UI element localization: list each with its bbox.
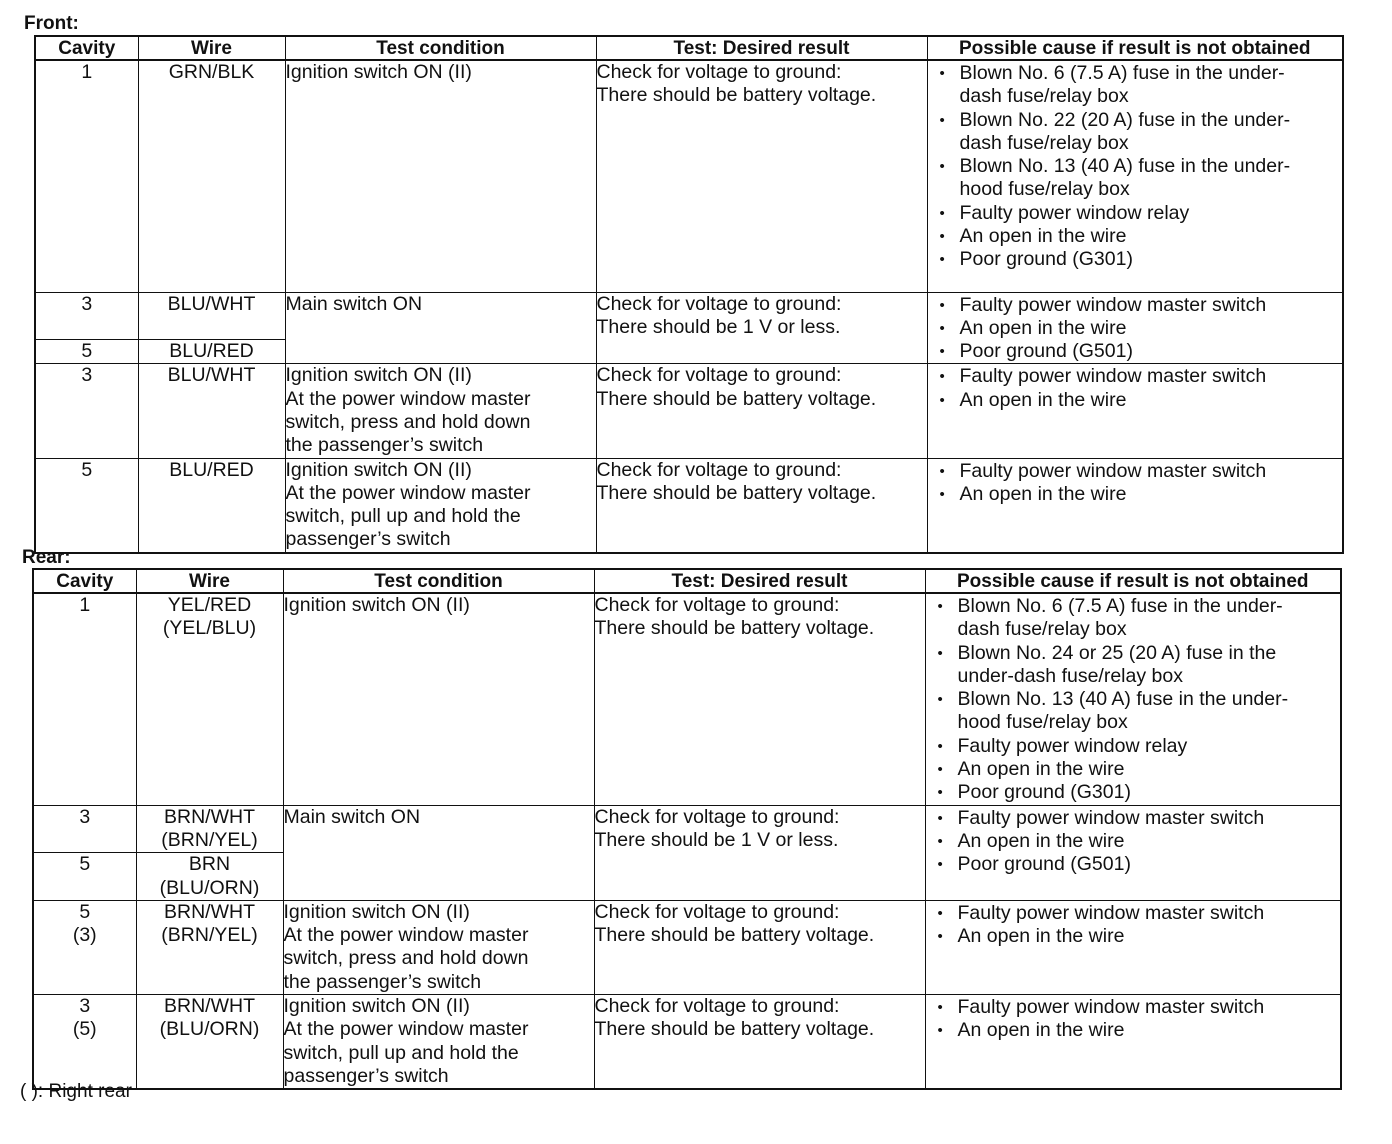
cause-text: • Faulty power window master switch <box>957 996 1265 1019</box>
cause-item <box>940 460 1343 483</box>
condition-line: Main switch ON <box>285 292 423 315</box>
desired-result-cell <box>596 60 927 292</box>
column-header: Test: Desired result <box>596 36 927 60</box>
right-rear-footnote: ( ): Right rear <box>20 1081 132 1102</box>
cavity-line: 5 <box>79 853 91 876</box>
cause-item <box>938 758 1341 781</box>
cause-list <box>928 293 1343 364</box>
wire-line: (BLU/ORN) <box>159 876 260 899</box>
result-line: There should be battery voltage. <box>596 84 877 107</box>
cause-text: • Blown No. 6 (7.5 A) fuse in the under- <box>957 595 1283 617</box>
result-line: Check for voltage to ground: <box>594 805 840 828</box>
cause-item <box>940 202 1343 225</box>
condition-line: the passenger’s switch <box>285 434 484 457</box>
wire-line: BRN/WHT <box>164 805 255 828</box>
condition-line: Ignition switch ON (II) <box>285 61 472 83</box>
wire-line: GRN/BLK <box>168 61 255 83</box>
column-header: Test condition <box>285 36 596 60</box>
cavity-cell <box>33 853 136 901</box>
wire-line: BRN/WHT <box>164 900 255 923</box>
possible-cause-cell <box>927 60 1343 292</box>
cause-text: • An open in the wire <box>957 829 1125 852</box>
cause-item <box>938 735 1341 758</box>
result-line: There should be battery voltage. <box>596 481 877 504</box>
result-line: There should be battery voltage. <box>594 924 875 947</box>
cavity-line: 3 <box>79 805 91 828</box>
possible-cause-cell <box>925 593 1341 805</box>
condition-line: At the power window master <box>283 1018 529 1041</box>
wire-line: BLU/RED <box>169 339 254 362</box>
cause-text: • Blown No. 13 (40 A) fuse in the under- <box>957 688 1289 711</box>
cause-text: • An open in the wire <box>957 925 1125 948</box>
wire-cell <box>136 593 283 805</box>
column-header: Test: Desired result <box>594 569 925 593</box>
cavity-cell <box>35 364 138 458</box>
cause-item <box>938 595 1341 642</box>
cavity-cell <box>35 339 138 364</box>
result-line: Check for voltage to ground: <box>594 594 840 616</box>
possible-cause-cell <box>927 458 1343 553</box>
cause-list <box>926 995 1341 1043</box>
test-condition-cell <box>283 805 594 900</box>
result-line: There should be 1 V or less. <box>596 315 841 338</box>
cavity-cell <box>33 805 136 853</box>
cavity-line: 3 <box>79 995 91 1018</box>
result-line: Check for voltage to ground: <box>594 900 840 923</box>
wire-line: BRN <box>188 853 231 876</box>
condition-line: switch, pull up and hold the <box>285 505 521 528</box>
column-header: Possible cause if result is not obtained <box>927 36 1343 60</box>
rear-section-title: Rear: <box>22 547 71 568</box>
cause-text: under-dash fuse/relay box <box>957 664 1183 687</box>
front-section-title: Front: <box>24 13 79 34</box>
cause-item <box>938 925 1341 948</box>
condition-line: switch, pull up and hold the <box>283 1041 519 1064</box>
cause-text: dash fuse/relay box <box>957 618 1127 641</box>
test-condition-cell <box>285 364 596 458</box>
cause-text: • Poor ground (G301) <box>957 781 1131 804</box>
column-header: Cavity <box>35 36 138 60</box>
column-header: Cavity <box>33 569 136 593</box>
test-condition-cell <box>285 60 596 292</box>
test-condition-cell <box>285 292 596 364</box>
possible-cause-cell <box>927 364 1343 458</box>
condition-line: passenger’s switch <box>283 1064 449 1087</box>
wire-cell <box>138 339 285 364</box>
cause-list <box>928 61 1343 272</box>
condition-line: Ignition switch ON (II) <box>283 900 470 923</box>
cause-text: • Blown No. 22 (20 A) fuse in the under- <box>959 108 1291 131</box>
result-line: There should be battery voltage. <box>594 617 875 640</box>
condition-line: the passenger’s switch <box>283 970 482 993</box>
wire-line: BLU/WHT <box>167 292 256 315</box>
cause-item <box>938 642 1341 689</box>
cause-text: hood fuse/relay box <box>959 178 1130 201</box>
cause-item <box>940 109 1343 156</box>
cavity-line: 1 <box>81 61 93 83</box>
desired-result-cell <box>596 458 927 553</box>
cause-item <box>938 902 1341 925</box>
cause-item <box>940 225 1343 248</box>
wire-line: BRN/WHT <box>164 995 255 1018</box>
wire-line: (BRN/YEL) <box>161 828 258 851</box>
wire-cell <box>136 805 283 853</box>
cause-text: dash fuse/relay box <box>959 131 1129 154</box>
cavity-line: 5 <box>79 900 91 923</box>
result-line: There should be battery voltage. <box>594 1018 875 1041</box>
cavity-line: 3 <box>81 364 93 387</box>
result-line: Check for voltage to ground: <box>594 995 840 1018</box>
condition-line: At the power window master <box>285 387 531 410</box>
cavity-line: 1 <box>79 594 91 616</box>
desired-result-cell <box>596 292 927 364</box>
condition-line: Main switch ON <box>283 805 421 828</box>
cause-item <box>940 365 1343 388</box>
cavity-line: 5 <box>81 458 93 481</box>
cavity-cell <box>33 995 136 1090</box>
column-header: Test condition <box>283 569 594 593</box>
result-line: There should be 1 V or less. <box>594 828 839 851</box>
condition-line: Ignition switch ON (II) <box>283 594 470 616</box>
cause-text: • Faulty power window master switch <box>957 806 1265 829</box>
cause-list <box>928 459 1343 507</box>
cause-item <box>940 155 1343 202</box>
cause-list <box>926 901 1341 949</box>
cause-text: • Faulty power window relay <box>957 734 1188 757</box>
wire-line: BLU/RED <box>169 458 254 481</box>
wire-line: YEL/RED <box>167 594 252 616</box>
possible-cause-cell <box>925 805 1341 900</box>
cause-list <box>926 806 1341 877</box>
cavity-line: (3) <box>72 924 97 947</box>
cavity-cell <box>35 458 138 553</box>
test-condition-cell <box>283 995 594 1090</box>
wire-line: (YEL/BLU) <box>162 617 257 640</box>
cause-text: • Faulty power window master switch <box>959 365 1267 388</box>
desired-result-cell <box>594 900 925 994</box>
table-row <box>35 60 1343 292</box>
table-row <box>33 593 1341 805</box>
cavity-cell <box>33 593 136 805</box>
cause-item <box>940 62 1343 109</box>
table-row <box>33 805 1341 853</box>
table-row <box>33 995 1341 1090</box>
wire-cell <box>136 853 283 901</box>
cavity-line: 3 <box>81 292 93 315</box>
result-line: Check for voltage to ground: <box>596 458 842 481</box>
column-header: Wire <box>138 36 285 60</box>
cause-text: • Blown No. 13 (40 A) fuse in the under- <box>959 155 1291 178</box>
cause-text: • Poor ground (G501) <box>957 853 1131 876</box>
result-line: Check for voltage to ground: <box>596 292 842 315</box>
wire-line: (BRN/YEL) <box>161 924 258 947</box>
desired-result-cell <box>596 364 927 458</box>
cause-list <box>926 594 1341 805</box>
cause-text: • An open in the wire <box>959 316 1127 339</box>
cavity-line: 5 <box>81 339 93 362</box>
cause-item <box>938 830 1341 853</box>
possible-cause-cell <box>925 900 1341 994</box>
result-line: There should be battery voltage. <box>596 387 877 410</box>
wire-cell <box>138 292 285 339</box>
possible-cause-cell <box>927 292 1343 364</box>
condition-line: Ignition switch ON (II) <box>283 995 470 1018</box>
cause-text: • Faulty power window relay <box>959 201 1190 224</box>
condition-line: At the power window master <box>283 924 529 947</box>
test-condition-cell <box>283 593 594 805</box>
cause-text: • An open in the wire <box>959 482 1127 505</box>
cause-text: • Faulty power window master switch <box>959 293 1267 316</box>
table-row <box>35 458 1343 553</box>
front-header-row <box>35 36 1343 60</box>
cause-text: • An open in the wire <box>959 388 1127 411</box>
cause-item <box>938 996 1341 1019</box>
wire-cell <box>136 995 283 1090</box>
column-header: Wire <box>136 569 283 593</box>
table-row <box>33 900 1341 994</box>
wire-cell <box>138 458 285 553</box>
cause-text: • Blown No. 6 (7.5 A) fuse in the under- <box>959 62 1285 84</box>
cavity-cell <box>35 60 138 292</box>
cause-item <box>940 389 1343 412</box>
cause-text: • An open in the wire <box>957 758 1125 781</box>
cause-item <box>940 248 1343 271</box>
table-row <box>35 292 1343 339</box>
table-row <box>35 364 1343 458</box>
wire-line: BLU/WHT <box>167 364 256 387</box>
condition-line: switch, press and hold down <box>285 410 531 433</box>
cause-item <box>940 294 1343 317</box>
cavity-cell <box>35 292 138 339</box>
condition-line: passenger’s switch <box>285 528 451 551</box>
rear-test-table <box>32 568 1342 1090</box>
cause-item <box>940 483 1343 506</box>
condition-line: At the power window master <box>285 481 531 504</box>
rear-header-row <box>33 569 1341 593</box>
cause-item <box>940 317 1343 340</box>
cause-item <box>938 807 1341 830</box>
desired-result-cell <box>594 805 925 900</box>
wire-line: (BLU/ORN) <box>159 1018 260 1041</box>
possible-cause-cell <box>925 995 1341 1090</box>
cause-item <box>938 853 1341 876</box>
cause-text: • An open in the wire <box>959 225 1127 248</box>
desired-result-cell <box>594 995 925 1090</box>
condition-line: Ignition switch ON (II) <box>285 458 472 481</box>
cause-text: • An open in the wire <box>957 1019 1125 1042</box>
cause-item <box>940 340 1343 363</box>
cause-text: • Poor ground (G301) <box>959 248 1133 271</box>
condition-line: switch, press and hold down <box>283 947 529 970</box>
cause-text: • Faulty power window master switch <box>957 901 1265 924</box>
front-test-table <box>34 35 1344 554</box>
cavity-line: (5) <box>72 1018 97 1041</box>
cavity-cell <box>33 900 136 994</box>
test-condition-cell <box>283 900 594 994</box>
cause-item <box>938 781 1341 804</box>
wire-cell <box>138 60 285 292</box>
cause-item <box>938 1019 1341 1042</box>
column-header: Possible cause if result is not obtained <box>925 569 1341 593</box>
test-condition-cell <box>285 458 596 553</box>
cause-item <box>938 688 1341 735</box>
cause-text: dash fuse/relay box <box>959 85 1129 108</box>
wire-cell <box>138 364 285 458</box>
cause-text: hood fuse/relay box <box>957 711 1128 734</box>
result-line: Check for voltage to ground: <box>596 364 842 387</box>
cause-list <box>928 364 1343 412</box>
condition-line: Ignition switch ON (II) <box>285 364 472 387</box>
desired-result-cell <box>594 593 925 805</box>
cause-text: • Blown No. 24 or 25 (20 A) fuse in the <box>957 641 1277 664</box>
result-line: Check for voltage to ground: <box>596 61 842 83</box>
wire-cell <box>136 900 283 994</box>
cause-text: • Poor ground (G501) <box>959 340 1133 363</box>
cause-text: • Faulty power window master switch <box>959 459 1267 482</box>
